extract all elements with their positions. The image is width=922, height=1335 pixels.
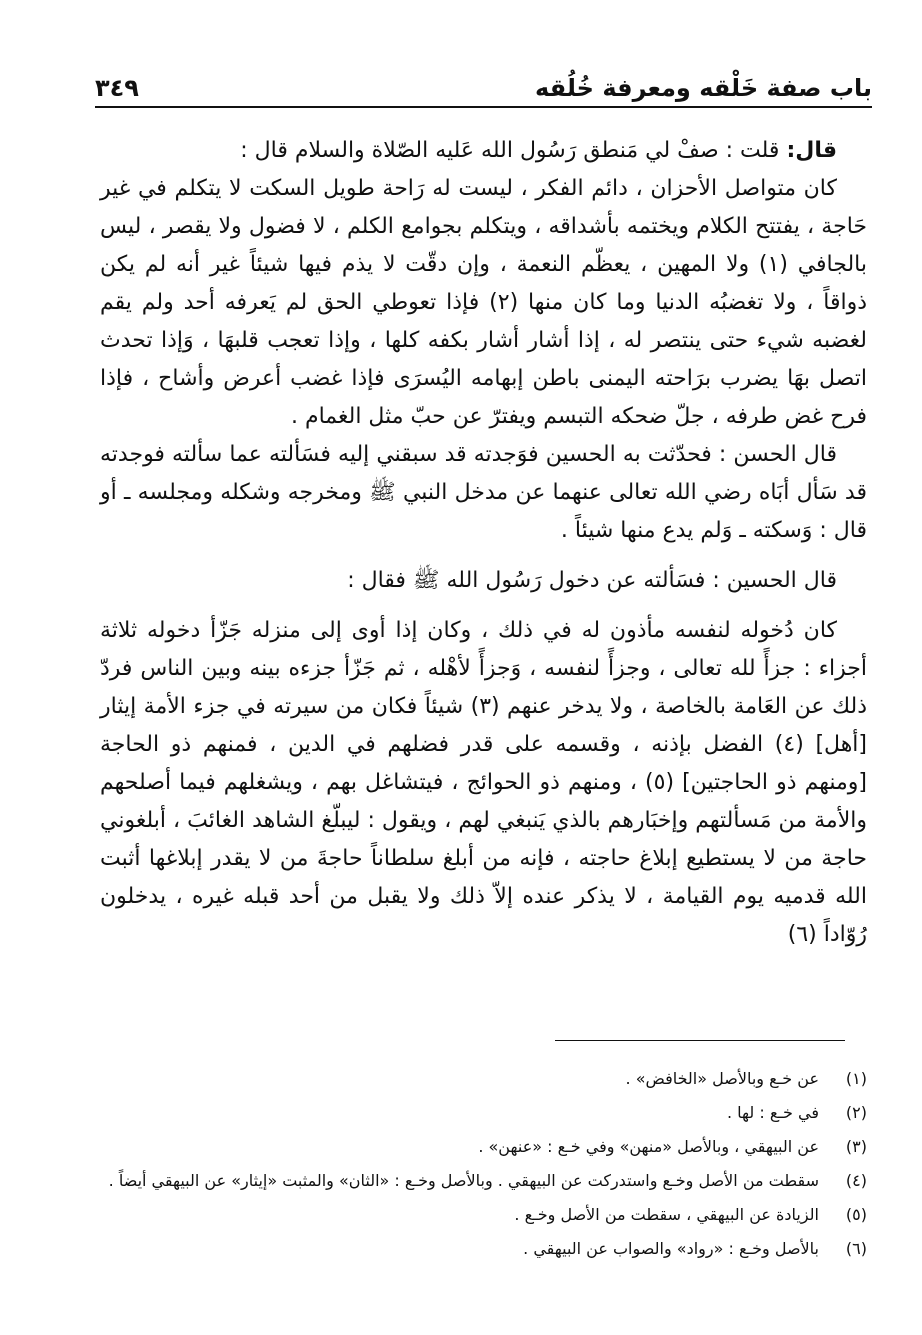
page-number: ٣٤٩ <box>95 74 139 102</box>
footnote-text: الزيادة عن البيهقي ، سقطت من الأصل وخـع . <box>514 1205 819 1224</box>
footnote-text: سقطت من الأصل وخـع واستدركت عن البيهقي . وبالأصل وخـع : «الثان» والمثبت «إيثار» عن البيهقي أيضاً . <box>108 1171 819 1190</box>
footnote-text: عن خـع وبالأصل «الخافض» . <box>625 1069 819 1088</box>
footnote-number: (٤) <box>845 1171 867 1190</box>
footnote-number: (٦) <box>845 1239 867 1258</box>
footnote-number: (٥) <box>845 1205 867 1224</box>
footnote <box>100 1236 867 1262</box>
footnote <box>100 1202 867 1228</box>
footnote-text: عن البيهقي ، وبالأصل «منهن» وفي خـع : «عنهن» . <box>478 1137 819 1156</box>
main-text <box>100 132 867 954</box>
paragraph-2: كان متواصل الأحزان ، دائم الفكر ، ليست له رَاحة طويل السكت لا يتكلم في غير حَاجة ، يفتتح الكلام ويختمه بأشداقه ، ويتكلم بجوامع الكلم ، لا فضول ولا يقصر ، ليس بالجافي (١) ولا المهين ، يعظّم النعمة ، وإن دقّت لا يذم فيها شيئاً غير أنه لم يكن ذواقاً ، ولا تغضبُه الدنيا وما كان منها (٢) فإذا تعوطي الحق لم يَعرفه أحد ولم يقم لغضبه شيء حتى ينتصر له ، إذا أشار أشار بكفه كلها ، وإذا تعجب قلبهَا ، وَإذا تحدث اتصل بهَا يضرب برَاحته اليمنى باطن إبهامه اليُسرَى فإذا غضب أعرض وأشاح ، فإذا فرح غض طرفه ، جلّ ضحكه التبسم ويفترّ عن حبّ مثل الغمام . <box>100 176 868 429</box>
footnote <box>100 1134 867 1160</box>
footnote-text: في خـع : لها . <box>726 1103 819 1122</box>
page-header <box>95 62 872 102</box>
header-divider <box>95 106 872 108</box>
paragraph-4: قال الحسين : فسَألته عن دخول رَسُول الله ﷺ فقال : <box>347 568 837 593</box>
footnote-text: بالأصل وخـع : «رواد» والصواب عن البيهقي . <box>523 1239 819 1258</box>
footnote <box>100 1066 867 1092</box>
running-title: باب صفة خَلْقه ومعرفة خُلُقه <box>535 74 872 102</box>
footnote <box>100 1100 867 1126</box>
paragraph-3: قال الحسن : فحدّثت به الحسين فوَجدته قد سبقني إليه فسَألته عما سألته فوجدته قد سَأل أبَاه رضي الله تعالى عنهما عن مدخل النبي ﷺ ومخرجه وشكله ومجلسه ـ أو قال : وَسكته ـ وَلم يدع منها شيئاً . <box>100 442 867 543</box>
paragraph-1-lead: قال: <box>786 138 837 163</box>
footnote-number: (١) <box>845 1069 867 1088</box>
paragraph-1-text: قلت : صفْ لي مَنطق رَسُول الله عَليه الصّلاة والسلام قال : <box>240 138 787 163</box>
paragraph-1 <box>100 132 867 170</box>
footnotes <box>100 1066 867 1270</box>
paragraph-5: كان دُخوله لنفسه مأذون له في ذلك ، وكان إذا أوى إلى منزله جَزّأ دخوله ثلاثة أجزاء : جزأً لله تعالى ، وجزأً لنفسه ، وَجزأً لأهْله ، ثم جَزّأ جزءه بينه وبين الناس فردّ ذلك عن العَامة بالخاصة ، ولا يدخر عنهم (٣) شيئاً فكان من سيرته في جزء الأمة إيثار [أهل] (٤) الفضل بإذنه ، وقسمه على قدر فضلهم في الدين ، فمنهم ذو الحاجة [ومنهم ذو الحاجتين] (٥) ، ومنهم ذو الحوائج ، فيتشاغل بهم ، ويشغلهم فيما أصلحهم والأمة من مَسألتهم وإخبَارهم بالذي يَنبغي لهم ، ويقول : ليبلّغ الشاهد الغائبَ ، أبلغوني حاجة من لا يستطيع إبلاغ حاجته ، فإنه من أبلغ سلطاناً حاجةَ من لا يقدر إبلاغها أثبت الله قدميه يوم القيامة ، لا يذكر عنده إلاّ ذلك ولا يقبل من أحد قبله غيره ، يدخلون رُوّاداً (٦) <box>100 618 867 947</box>
footnote-number: (٣) <box>845 1137 867 1156</box>
footnote-number: (٢) <box>845 1103 867 1122</box>
footnote <box>100 1168 867 1194</box>
footnote-divider <box>555 1040 845 1041</box>
